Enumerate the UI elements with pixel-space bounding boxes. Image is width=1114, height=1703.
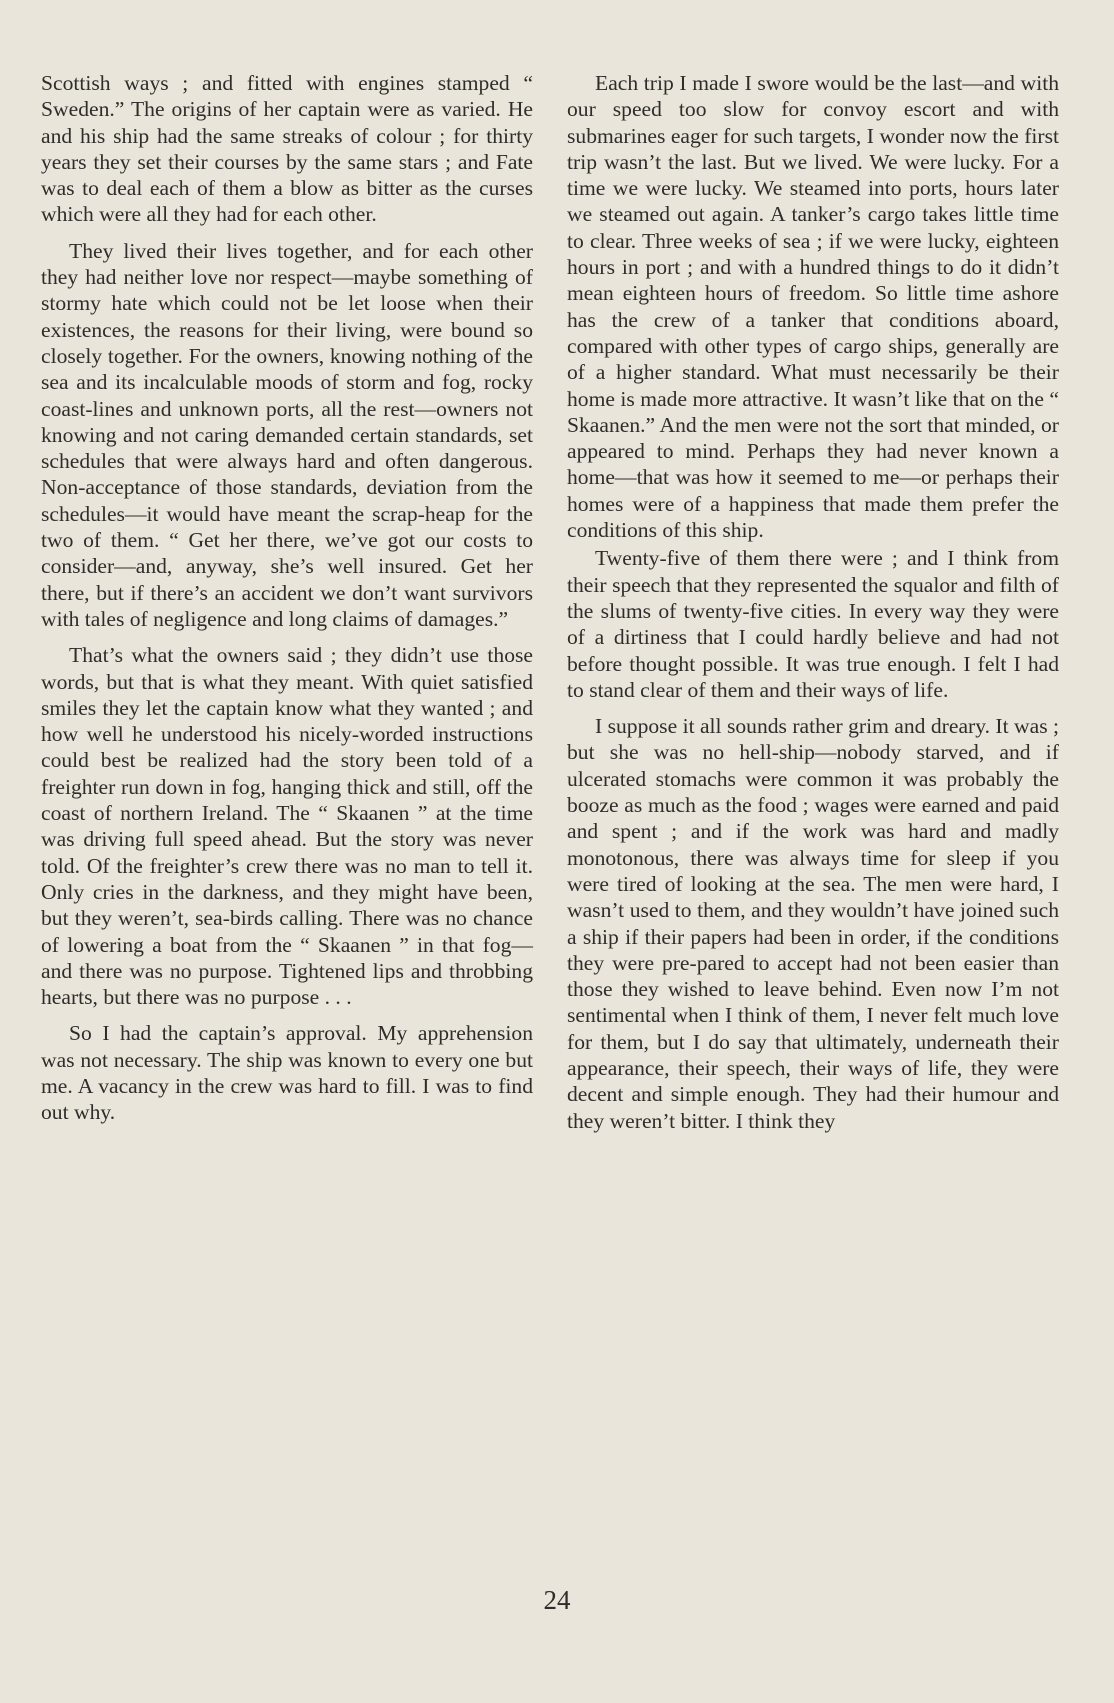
paragraph: I suppose it all sounds rather grim and dreary. It was ; but she was no hell-ship—nobody starved, and if ulcerated stomachs were common it was probably the booze as much as the food ; wages were earned and paid and spent ; and if the work was hard and madly monotonous, there was always time for sleep if you were tired of looking at the sea. The men were hard, I wasn’t used to them, and they wouldn’t have joined such a ship if their papers had been in order, if the conditions they were pre-pared to accept had not been easier than those they wished to leave behind. Even now I’m not sentimental when I think of them, I never felt much love for them, but I do say that ultimately, underneath their appearance, their speech, their ways of life, they were decent and simple enough. They had their humour and they weren’t bitter. I think they bbox=[567, 714, 1059, 1133]
paragraph: That’s what the owners said ; they didn’t use those words, but that is what they meant. With quiet satisfied smiles they let the captain know what they wanted ; and how well he understood his nicely-worded instructions could best be realized had the story been told of a freighter run down in fog, hanging thick and still, off the coast of northern Ireland. The “ Skaanen ” at the time was driving full speed ahead. But the story was never told. Of the freighter’s crew there was no man to tell it. Only cries in the darkness, and they might have been, but they weren’t, sea-birds calling. There was no chance of lowering a boat from the “ Skaanen ” in that fog—and there was no purpose. Tightened lips and throbbing hearts, but there was no purpose . . . bbox=[41, 643, 533, 1010]
left-column bbox=[41, 70, 533, 1136]
paragraph: Each trip I made I swore would be the last—and with our speed too slow for convoy escort and with submarines eager for such targets, I wonder now the first trip wasn’t the last. But we lived. We were lucky. For a time we were lucky. We steamed into ports, hours later we steamed out again. A tanker’s cargo takes little time to clear. Three weeks of sea ; if we were lucky, eighteen hours in port ; and with a hundred things to do it didn’t mean eighteen hours of freedom. So little time ashore has the crew of a tanker that conditions aboard, compared with other types of cargo ships, generally are of a higher standard. What must necessarily be their home is made more attractive. It wasn’t like that on the “ Skaanen.” And the men were not the sort that minded, or appeared to mind. Perhaps they had never known a home—that was how it seemed to me—or perhaps their homes were of a happiness that made them prefer the conditions of this ship. bbox=[567, 71, 1059, 543]
paragraph: So I had the captain’s approval. My apprehension was not necessary. The ship was known to every one but me. A vacancy in the crew was hard to fill. I was to find out why. bbox=[41, 1021, 533, 1125]
right-column bbox=[567, 70, 1059, 1144]
paragraph: Scottish ways ; and fitted with engines stamped “ Sweden.” The origins of her captain were as varied. He and his ship had the same streaks of colour ; for thirty years they set their courses by the same stars ; and Fate was to deal each of them a blow as bitter as the curses which were all they had for each other. bbox=[41, 71, 533, 227]
paragraph: They lived their lives together, and for each other they had neither love nor respect—maybe something of stormy hate which could not be let loose when their existences, the reasons for their living, were bound so closely together. For the owners, knowing nothing of the sea and its incalculable moods of storm and fog, rocky coast-lines and unknown ports, all the rest—owners not knowing and not caring demanded certain standards, set schedules that were always hard and often dangerous. Non-acceptance of those standards, deviation from the schedules—it would have meant the scrap-heap for the two of them. “ Get her there, we’ve got our costs to consider—and, anyway, she’s well insured. Get her there, but if there’s an accident we don’t want survivors with tales of negligence and long claims of damages.” bbox=[41, 238, 533, 631]
page-number: 24 bbox=[543, 1585, 571, 1615]
paragraph: Twenty-five of them there were ; and I think from their speech that they represented the squalor and filth of the slums of twenty-five cities. In every way they were of a dirtiness that I could hardly believe and had not before thought possible. It was true enough. I felt I had to stand clear of them and their ways of life. bbox=[567, 546, 1059, 702]
